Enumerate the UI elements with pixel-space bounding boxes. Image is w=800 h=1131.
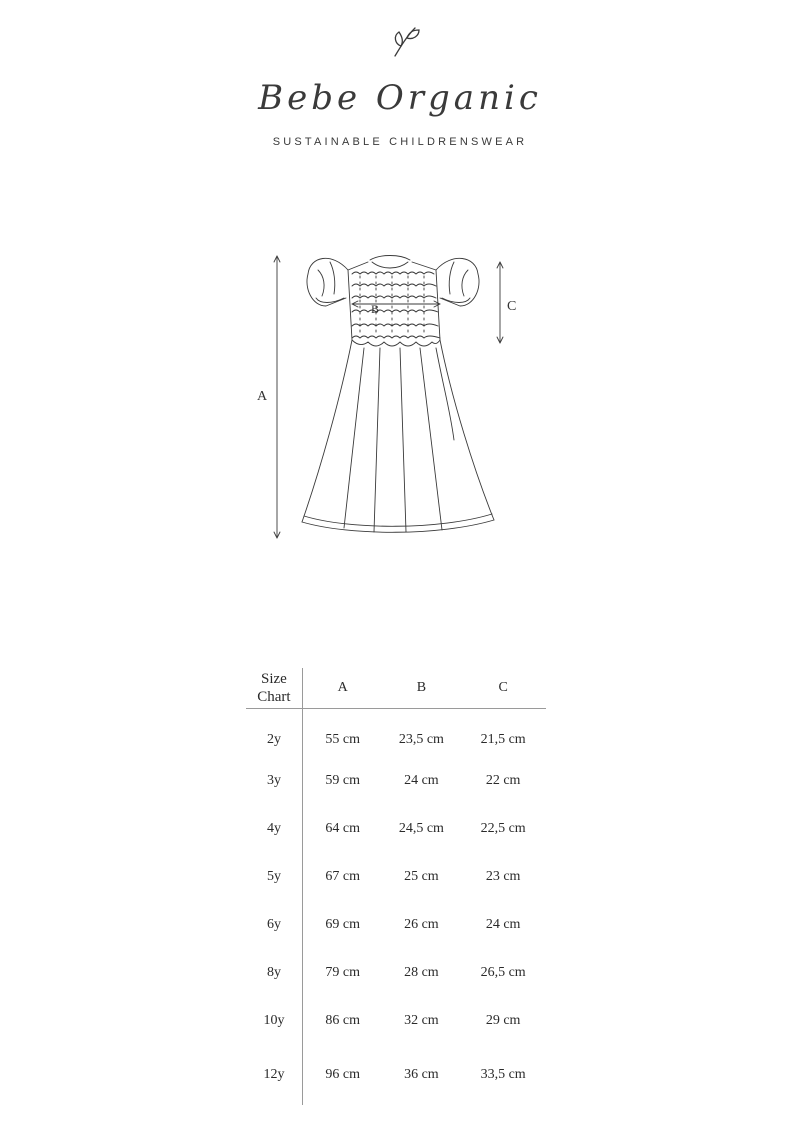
brand-tagline: SUSTAINABLE CHILDRENSWEAR: [272, 136, 528, 148]
value-c-cell: 21,5 cm: [480, 732, 526, 747]
size-cell: 3y: [246, 757, 302, 805]
value-b-cell: 26 cm: [404, 917, 439, 932]
size-chart-table: [246, 668, 546, 1105]
value-c-cell: 23 cm: [485, 869, 521, 884]
measure-line-c: [497, 262, 503, 343]
table-row: [246, 1045, 546, 1105]
value-b-cell: 23,5 cm: [398, 732, 444, 747]
table-row: [246, 757, 546, 805]
brand-name: Bebe Organic: [258, 78, 542, 118]
dimension-label-c: C: [507, 299, 517, 314]
table-row: [246, 709, 546, 758]
size-cell: 10y: [246, 997, 302, 1045]
dimension-label-b: B: [371, 302, 380, 316]
table-row: [246, 853, 546, 901]
table-row: [246, 901, 546, 949]
value-b-cell: 24 cm: [404, 773, 439, 788]
value-b-cell: 24,5 cm: [398, 821, 444, 836]
size-cell: 6y: [246, 901, 302, 949]
value-b-cell: 36 cm: [404, 1067, 439, 1082]
size-cell: 4y: [246, 805, 302, 853]
size-cell: 5y: [246, 853, 302, 901]
table-row: [246, 805, 546, 853]
value-a-cell: 64 cm: [325, 821, 361, 836]
header-c: C: [460, 668, 546, 709]
size-cell: 12y: [246, 1045, 302, 1105]
value-c-cell: 29 cm: [485, 1013, 521, 1028]
value-a-cell: 79 cm: [325, 965, 361, 980]
value-c-cell: 33,5 cm: [480, 1067, 526, 1082]
value-a-cell: 59 cm: [325, 773, 361, 788]
measure-line-b: [352, 301, 440, 307]
header-a: A: [302, 668, 382, 709]
dimension-label-a: A: [257, 389, 268, 404]
header-b: B: [383, 668, 461, 709]
value-c-cell: 22 cm: [485, 773, 521, 788]
value-c-cell: 22,5 cm: [480, 821, 526, 836]
value-a-cell: 55 cm: [325, 732, 361, 747]
value-a-cell: 96 cm: [325, 1067, 361, 1082]
table-row: [246, 997, 546, 1045]
size-cell: 2y: [246, 709, 302, 758]
value-b-cell: 28 cm: [404, 965, 439, 980]
header-size-line1: Size: [261, 671, 287, 687]
value-b-cell: 25 cm: [404, 869, 439, 884]
value-b-cell: 32 cm: [404, 1013, 439, 1028]
header-size-chart: [246, 668, 302, 709]
size-chart: [246, 668, 546, 1105]
header-size-line2: Chart: [257, 689, 291, 705]
value-c-cell: 26,5 cm: [480, 965, 526, 980]
measure-line-a: [274, 256, 280, 538]
table-row: [246, 949, 546, 997]
value-a-cell: 67 cm: [325, 869, 361, 884]
value-a-cell: 69 cm: [325, 917, 361, 932]
size-cell: 8y: [246, 949, 302, 997]
value-c-cell: 24 cm: [485, 917, 521, 932]
leaf-sprig-icon: [385, 22, 425, 62]
size-chart-header-row: [246, 668, 546, 709]
value-a-cell: 86 cm: [325, 1013, 361, 1028]
dress-diagram: [240, 240, 540, 550]
